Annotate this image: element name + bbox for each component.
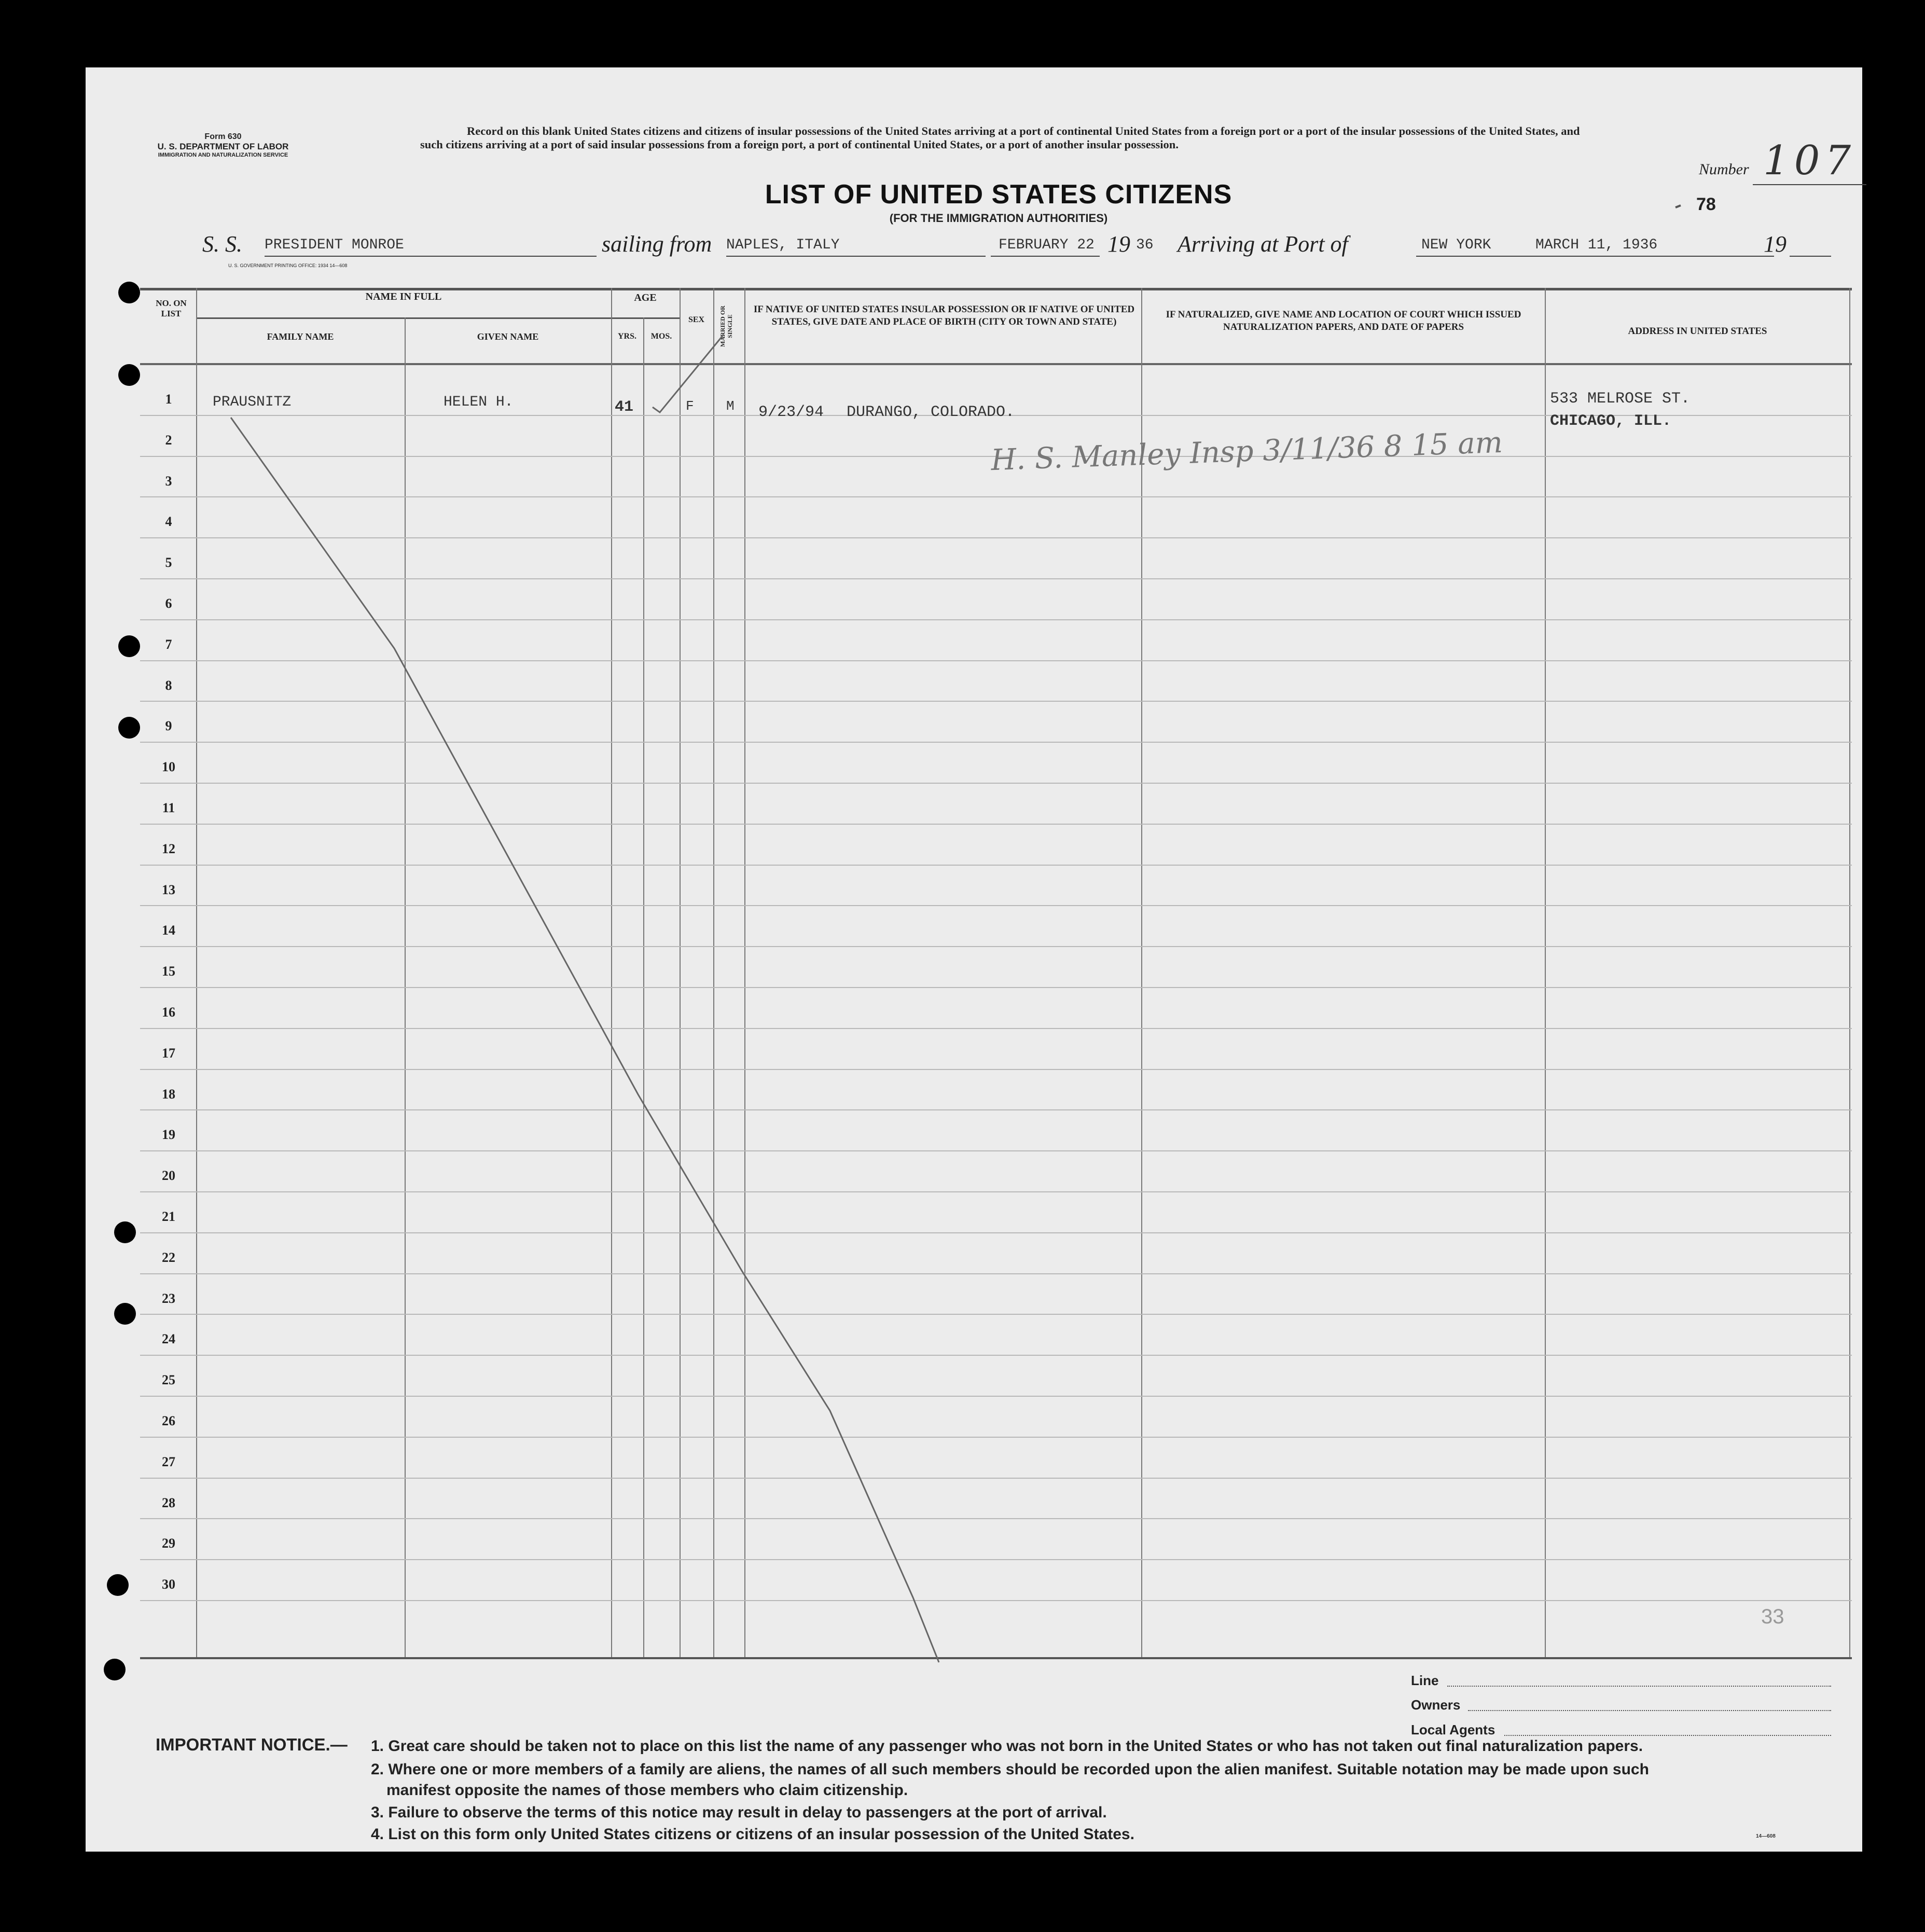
check-mark [653, 335, 724, 412]
entry-birth-date: 9/23/94 [758, 404, 824, 421]
row-number: 26 [162, 1413, 175, 1428]
row-number: 12 [162, 841, 175, 856]
agent-line-label: Line [1411, 1673, 1439, 1688]
col-sex: SEX [688, 315, 705, 324]
agent-local-dots [1504, 1735, 1831, 1736]
col-naturalized: IF NATURALIZED, GIVE NAME AND LOCATION OF COURT WHICH ISSUED NATURALIZATION PAPERS, AND DATE OF PAPERS [1166, 309, 1521, 332]
col-yrs: YRS. [617, 332, 636, 341]
col-married-single: MARRIED OR SINGLE [719, 305, 733, 347]
row-number: 3 [165, 473, 172, 489]
row-number: 10 [162, 759, 175, 775]
row-number: 6 [165, 596, 172, 611]
stamp-number: 33 [1761, 1605, 1784, 1628]
row-number: 7 [165, 636, 172, 652]
number-label: Number [1699, 161, 1749, 178]
footer-code: 14—608 [1756, 1833, 1776, 1839]
inspector-signature: H. S. Manley Insp 3/11/36 8 15 am [990, 425, 1503, 478]
number-value: 107 [1753, 137, 1866, 185]
row-number: 21 [162, 1209, 175, 1224]
notice-item-4: 4. List on this form only United States citizens or citizens of an insular possession of the United States. [371, 1826, 1134, 1843]
notice-item-2a: 2. Where one or more members of a family are aliens, the names of all such members should be recorded upon the alien manifest. Suitable notation may be made upon such [371, 1761, 1649, 1778]
notice-heading: IMPORTANT NOTICE.— [156, 1735, 348, 1754]
page-mark: 78 [1696, 194, 1716, 214]
col-no-on-list: NO. ON LIST [156, 298, 187, 318]
from-port: NAPLES, ITALY [726, 237, 840, 253]
notice-item-3: 3. Failure to observe the terms of this notice may result in delay to passengers at the port of arrival. [371, 1804, 1107, 1821]
col-address: ADDRESS IN UNITED STATES [1628, 326, 1767, 337]
col-mos: MOS. [650, 332, 672, 341]
form-title: LIST OF UNITED STATES CITIZENS [765, 179, 1232, 210]
entry-given-name: HELEN H. [444, 394, 514, 410]
row-number: 30 [162, 1577, 175, 1592]
row-number: 25 [162, 1372, 175, 1388]
row-number: 5 [165, 555, 172, 571]
print-code: U. S. GOVERNMENT PRINTING OFFICE: 1934 14—608 [228, 263, 348, 268]
entry-marital: M [726, 398, 735, 414]
entry-age-yrs: 41 [615, 398, 634, 416]
year-prefix: 19 [1107, 231, 1130, 257]
row-number: 29 [162, 1536, 175, 1551]
row-number: 15 [162, 964, 175, 979]
ship-name: PRESIDENT MONROE [265, 237, 404, 253]
arrival-date: MARCH 11, 1936 [1535, 237, 1658, 253]
col-family-name: FAMILY NAME [267, 331, 334, 342]
row-number: 16 [162, 1005, 175, 1020]
agent-line-field [1411, 1673, 1438, 1689]
row-number: 20 [162, 1168, 175, 1184]
intro-text: Record on this blank United States citizens and citizens of insular possessions of the United States arriving at a port of continental United States from a foreign port or a port of the insular possessions of the United States, and such citizens arriving at a port of said insular possessions from a foreign port, a port of continental United States, or a port of another insular possession. [420, 124, 1580, 151]
col-age: AGE [634, 292, 657, 303]
entry-family-name: PRAUSNITZ [213, 394, 292, 410]
row-number: 17 [162, 1045, 175, 1061]
year-prefix-2: 19 [1764, 231, 1786, 257]
row-number: 23 [162, 1290, 175, 1306]
row-number: 8 [165, 677, 172, 693]
col-native: IF NATIVE OF UNITED STATES INSULAR POSSESSION OR IF NATIVE OF UNITED STATES, GIVE DATE AND PLACE OF BIRTH (CITY OR TOWN AND STATE) [753, 304, 1135, 327]
row-number: 14 [162, 923, 175, 938]
row-number: 4 [165, 514, 172, 530]
entry-address-line1: 533 MELROSE ST. [1550, 390, 1691, 408]
agent-owners-field [1411, 1697, 1460, 1713]
entry-sex: F [686, 398, 694, 414]
arriving-label: Arriving at Port of [1178, 231, 1348, 257]
row-number: 27 [162, 1454, 175, 1469]
form-number: Form 630 [204, 132, 242, 141]
agent-local-field [1411, 1722, 1495, 1738]
row-number: 24 [162, 1331, 175, 1347]
number-slash [1675, 205, 1681, 207]
arrival-port: NEW YORK [1421, 237, 1491, 253]
entry-address-line2: CHICAGO, ILL. [1550, 412, 1672, 430]
agent-local-label: Local Agents [1411, 1722, 1495, 1738]
row-number: 13 [162, 882, 175, 897]
agent-owners-label: Owners [1411, 1697, 1461, 1713]
form-subtitle: (FOR THE IMMIGRATION AUTHORITIES) [889, 212, 1108, 225]
col-name-in-full: NAME IN FULL [365, 291, 442, 302]
row-number: 19 [162, 1127, 175, 1143]
entry-birth-place: DURANGO, COLORADO. [847, 404, 1015, 421]
department-name: U. S. DEPARTMENT OF LABOR [157, 142, 289, 151]
service-name: IMMIGRATION AND NATURALIZATION SERVICE [158, 152, 288, 158]
row-number: 11 [162, 800, 175, 815]
sailing-label: sailing from [602, 231, 712, 257]
depart-date: FEBRUARY 22 [999, 237, 1095, 253]
strike-line [231, 418, 939, 1662]
row-number: 2 [165, 432, 172, 448]
row-number: 1 [165, 392, 172, 407]
row-number: 22 [162, 1249, 175, 1265]
row-number: 9 [165, 718, 172, 734]
agent-owners-dots [1468, 1710, 1831, 1711]
ss-label: S. S. [202, 231, 242, 257]
row-number: 28 [162, 1495, 175, 1510]
notice-item-1: 1. Great care should be taken not to place on this list the name of any passenger who was not born in the United States or who has not taken out final naturalization papers. [371, 1738, 1643, 1755]
row-number: 18 [162, 1086, 175, 1102]
col-given-name: GIVEN NAME [477, 331, 539, 342]
notice-item-2b: manifest opposite the names of those members who claim citizenship. [386, 1782, 908, 1799]
depart-year: 36 [1136, 237, 1154, 253]
agent-line-dots [1447, 1686, 1831, 1687]
